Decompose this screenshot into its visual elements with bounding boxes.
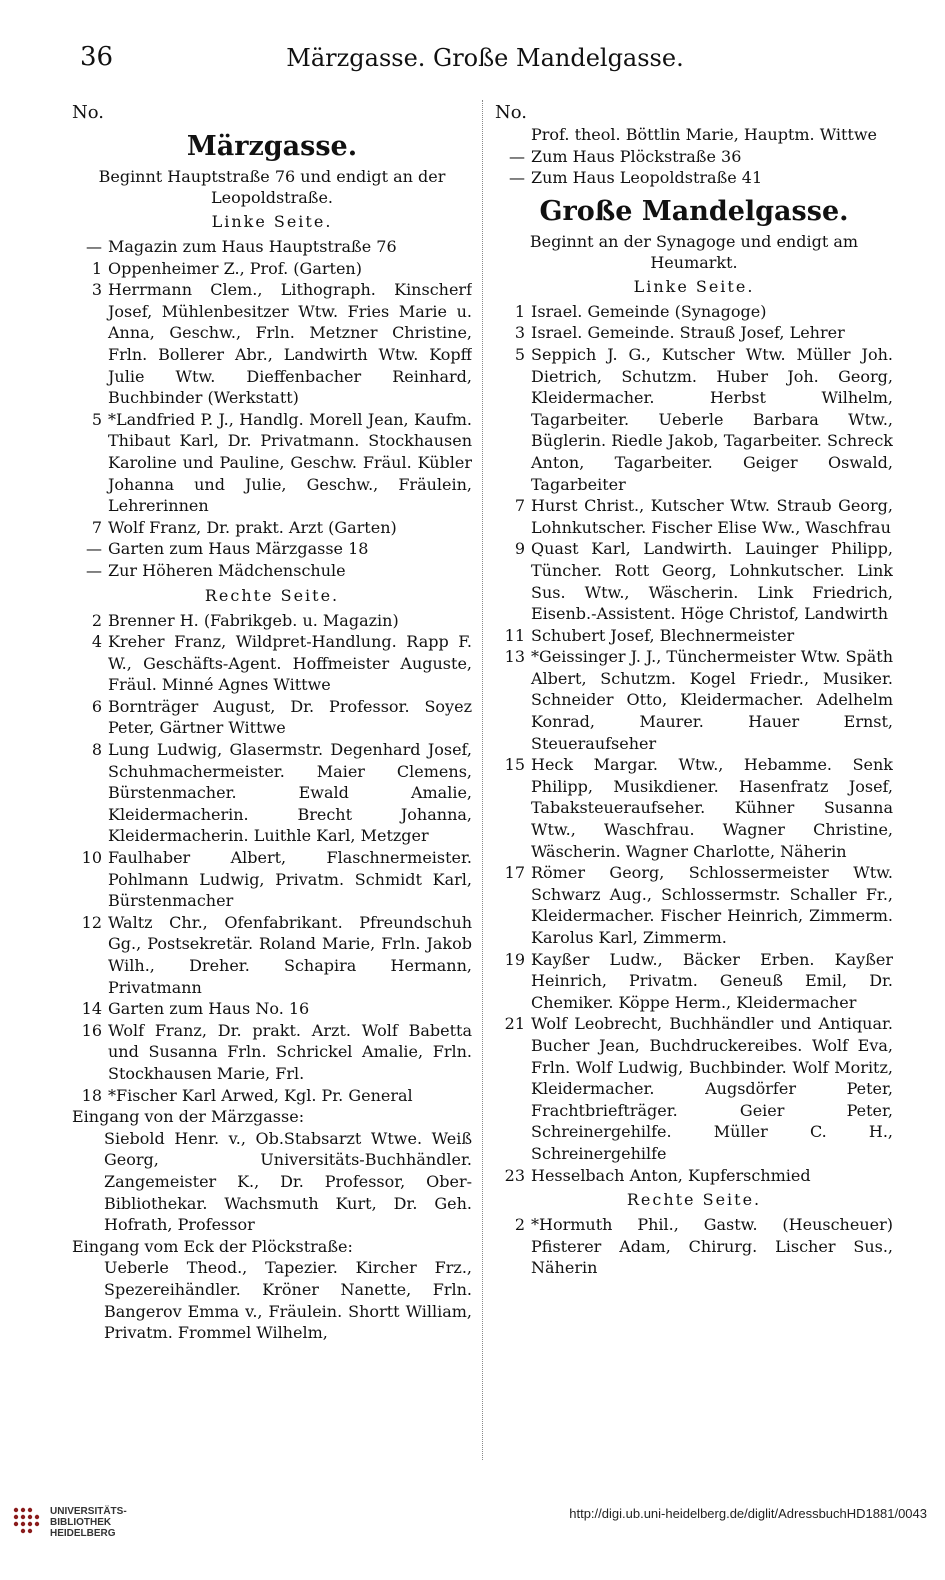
residents-text: *Landfried P. J., Handlg. Morell Jean, Kaufm. Thibaut Karl, Dr. Privatmann. Stockhausen Karoline und Pauline, Geschw. Fräul. Kübler Johanna und Julie, Geschw., Fräulein, Lehrerinnen xyxy=(108,409,472,516)
entry-list xyxy=(495,301,893,1186)
list-item xyxy=(495,344,893,495)
list-item xyxy=(72,517,472,539)
list-item xyxy=(72,1085,472,1107)
list-item xyxy=(495,1013,893,1164)
entrance-heading: Eingang von der Märzgasse: xyxy=(72,1107,305,1127)
list-item xyxy=(495,124,893,146)
house-number: 5 xyxy=(91,409,102,429)
residents-text: Zur Höheren Mädchenschule xyxy=(108,560,346,580)
residents-text: Quast Karl, Landwirth. Lauinger Philipp, Tüncher. Rott Georg, Lohnkutscher. Link Sus. Wtw., Wäscherin. Link Friedrich, Eisenb.-Assistent. Höge Christof, Landwirth xyxy=(531,539,893,624)
residents-text: Römer Georg, Schlossermeister Wtw. Schwarz Aug., Schlossermstr. Schaller Fr., Kleidermacher. Fischer Heinrich, Zimmerm. Karolus Karl, Zimmerm. xyxy=(531,863,893,947)
list-item xyxy=(72,409,472,517)
house-number: 11 xyxy=(504,625,525,645)
residents-text: Herrmann Clem., Lithograph. Kinscherf Josef, Mühlenbesitzer Wtw. Fries Marie u. Anna, Geschw., Frln. Metzner Christine, Frln. Bollerer Abr., Landwirth Wtw. Kopff Julie Wtw. Dieffenbacher Reinhard, Buchbinder (Werkstatt) xyxy=(108,280,472,408)
list-item xyxy=(72,1020,472,1085)
side-label-right: Rechte Seite. xyxy=(626,1190,762,1210)
running-title: Märzgasse. Große Mandelgasse. xyxy=(286,44,684,72)
house-number: 5 xyxy=(514,344,525,364)
house-number: 6 xyxy=(91,696,102,716)
no-label: No. xyxy=(495,102,527,123)
house-number: 18 xyxy=(81,1085,102,1105)
house-number: 7 xyxy=(91,517,102,537)
residents-text: Garten zum Haus Märzgasse 18 xyxy=(108,539,369,559)
residents-text: Lung Ludwig, Glasermstr. Degenhard Josef, Schuhmachermeister. Maier Clemens, Bürstenmacher. Ewald Amalie, Kleidermacherin. Brecht Johanna, Kleidermacherin. Luithle Karl, Metzger xyxy=(108,740,472,846)
right-column xyxy=(495,102,893,1462)
list-item xyxy=(72,631,472,696)
house-number: 8 xyxy=(91,740,102,760)
list-item xyxy=(495,146,893,168)
page-number: 36 xyxy=(80,42,114,72)
residents-text: Israel. Gemeinde (Synagoge) xyxy=(531,301,767,321)
house-number: 16 xyxy=(81,1020,102,1040)
house-number: 17 xyxy=(504,863,525,883)
list-item xyxy=(495,949,893,1014)
list-item xyxy=(72,560,472,582)
residents-text: *Hormuth Phil., Gastw. (Heuscheuer) Pfisterer Adam, Chirurg. Lischer Sus., Näherin xyxy=(531,1215,893,1278)
house-number: 7 xyxy=(514,496,525,516)
list-item xyxy=(72,538,472,560)
list-item xyxy=(495,167,893,189)
house-number: 2 xyxy=(514,1215,525,1235)
street-description: Beginnt Hauptstraße 76 und endigt an der Leopoldstraße. xyxy=(98,167,446,207)
list-item xyxy=(72,610,472,632)
residents-text: Israel. Gemeinde. Strauß Josef, Lehrer xyxy=(531,323,845,343)
list-item xyxy=(72,236,472,258)
list-item xyxy=(72,279,472,409)
list-item xyxy=(72,696,472,739)
street-title: Märzgasse. xyxy=(186,131,358,162)
list-item xyxy=(495,322,893,344)
residents-text: Prof. theol. Böttlin Marie, Hauptm. Wittwe xyxy=(531,125,878,144)
source-url-link[interactable]: http://digi.ub.uni-heidelberg.de/diglit/AdressbuchHD1881/0043 xyxy=(569,1506,927,1521)
house-number: 1 xyxy=(514,301,525,321)
residents-text: Brenner H. (Fabrikgeb. u. Magazin) xyxy=(108,610,399,630)
house-number: 3 xyxy=(91,280,102,300)
house-number: 2 xyxy=(91,610,102,630)
residents-text: Bornträger August, Dr. Professor. Soyez Peter, Gärtner Wittwe xyxy=(108,696,472,738)
side-label-left: Linke Seite. xyxy=(633,276,755,296)
list-item xyxy=(495,538,893,624)
street-title: Große Mandelgasse. xyxy=(539,195,849,227)
list-item xyxy=(72,258,472,280)
house-number: — xyxy=(509,168,525,188)
entry-list xyxy=(495,124,893,189)
side-label-left: Linke Seite. xyxy=(211,212,333,231)
house-number: 15 xyxy=(504,755,525,775)
house-number: 4 xyxy=(91,632,102,652)
list-item xyxy=(495,862,893,948)
residents-text: Zum Haus Leopoldstraße 41 xyxy=(531,168,763,188)
list-item xyxy=(495,1165,893,1187)
library-logo-text xyxy=(50,1506,127,1539)
house-number: 23 xyxy=(504,1165,525,1185)
residents-text: Faulhaber Albert, Flaschnermeister. Pohlmann Ludwig, Privatm. Schmidt Karl, Bürstenmacher xyxy=(108,848,472,911)
side-label-right: Rechte Seite. xyxy=(204,585,340,605)
residents-text: Wolf Franz, Dr. prakt. Arzt. Wolf Babetta und Susanna Frln. Schrickel Amalie, Frln. Stockhausen Marie, Frl. xyxy=(108,1020,472,1083)
list-item xyxy=(495,646,893,754)
residents-text: Oppenheimer Z., Prof. (Garten) xyxy=(108,258,362,278)
library-logo xyxy=(10,1498,140,1548)
house-number: 13 xyxy=(504,647,525,667)
page-header xyxy=(80,42,890,82)
house-number: 10 xyxy=(81,848,102,868)
left-column xyxy=(72,102,472,1462)
house-number: 3 xyxy=(514,323,525,343)
residents-text: Heck Margar. Wtw., Hebamme. Senk Philipp, Musikdiener. Hasenfratz Josef, Tabaksteueraufseher. Kühner Susanna Wtw., Waschfrau. Wagner Christine, Wäscherin. Wagner Charlotte, Näherin xyxy=(531,755,893,861)
house-number: 21 xyxy=(504,1014,525,1034)
no-label: No. xyxy=(72,102,104,123)
list-item xyxy=(72,847,472,912)
residents-text: Kayßer Ludw., Bäcker Erben. Kayßer Heinrich, Privatm. Geneuß Emil, Dr. Chemiker. Köppe Herm., Kleidermacher xyxy=(531,949,893,1012)
house-number: 12 xyxy=(81,912,102,932)
entrance-residents: Siebold Henr. v., Ob.Stabsarzt Wtwe. Weiß Georg, Universitäts-Buchhändler. Zangemeister K., Dr. Professor, Ober-Bibliothekar. Wachsmuth Kurt, Dr. Geh. Hofrath, Professor xyxy=(104,1128,472,1235)
residents-text: Waltz Chr., Ofenfabrikant. Pfreundschuh Gg., Postsekretär. Roland Marie, Frln. Jakob Wilh., Dreher. Schapira Hermann, Privatmann xyxy=(108,912,472,997)
house-number: 14 xyxy=(81,999,102,1019)
entry-list xyxy=(495,1214,893,1279)
residents-text: Hesselbach Anton, Kupferschmied xyxy=(531,1165,811,1185)
list-item xyxy=(495,301,893,323)
list-item xyxy=(72,739,472,847)
residents-text: Hurst Christ., Kutscher Wtw. Straub Georg, Lohnkutscher. Fischer Elise Ww., Waschfrau xyxy=(531,496,893,537)
house-number: 9 xyxy=(514,539,525,559)
house-number: — xyxy=(509,146,525,166)
house-number: — xyxy=(86,560,102,580)
entrance-heading: Eingang vom Eck der Plöckstraße: xyxy=(72,1236,353,1256)
list-item xyxy=(495,1214,893,1279)
list-item xyxy=(495,625,893,647)
logo-line: UNIVERSITÄTS- xyxy=(50,1506,127,1517)
residents-text: *Fischer Karl Arwed, Kgl. Pr. General xyxy=(108,1085,413,1105)
logo-line: BIBLIOTHEK xyxy=(50,1517,112,1528)
house-number: 1 xyxy=(91,258,102,278)
residents-text: Schubert Josef, Blechnermeister xyxy=(531,625,795,645)
list-item xyxy=(72,998,472,1020)
house-number: 19 xyxy=(504,949,525,969)
entrance-residents: Ueberle Theod., Tapezier. Kircher Frz., Spezereihändler. Kröner Nanette, Frln. Bangerov Emma v., Fräulein. Shortt William, Privatm. Frommel Wilhelm, xyxy=(104,1258,472,1343)
footer xyxy=(0,1480,945,1580)
residents-text: Seppich J. G., Kutscher Wtw. Müller Joh. Dietrich, Schutzm. Huber Joh. Georg, Kleidermacher. Herbst Wilhelm, Tagarbeiter. Ueberle Barbara Wtw., Büglerin. Riedle Jakob, Tagarbeiter. Schreck Anton, Tagarbeiter. Geiger Oswald, Tagarbeiter xyxy=(531,344,893,494)
house-number: — xyxy=(86,237,102,256)
residents-text: *Geissinger J. J., Tünchermeister Wtw. Späth Albert, Schutzm. Kogel Friedr., Musiker. Schneider Otto, Kleidermacher. Adelhelm Konrad, Maurer. Hauer Ernst, Steueraufseher xyxy=(531,647,893,753)
house-number: — xyxy=(86,539,102,559)
logo-line: HEIDELBERG xyxy=(50,1528,116,1539)
residents-text: Zum Haus Plöckstraße 36 xyxy=(531,146,742,166)
street-description: Beginnt an der Synagoge und endigt am Heumarkt. xyxy=(529,231,859,272)
residents-text: Wolf Franz, Dr. prakt. Arzt (Garten) xyxy=(108,517,397,537)
list-item xyxy=(72,912,472,998)
entry-list xyxy=(72,610,472,1107)
residents-text: Garten zum Haus No. 16 xyxy=(108,999,310,1019)
residents-text: Kreher Franz, Wildpret-Handlung. Rapp F. W., Geschäfts-Agent. Hoffmeister Auguste, Fräul. Minné Agnes Wittwe xyxy=(108,632,472,695)
column-divider xyxy=(482,100,484,1460)
library-seal-icon xyxy=(10,1504,44,1538)
list-item xyxy=(495,495,893,538)
entry-list xyxy=(72,236,472,582)
residents-text: Wolf Leobrecht, Buchhändler und Antiquar. Bucher Jean, Buchdruckereibes. Wolf Eva, Frln. Wolf Ludwig, Buchbinder. Wolf Moritz, Kleidermacher. Augsdörfer Peter, Frachtbriefträger. Geier Peter, Schreinergehilfe. Müller C. H., Schreinergehilfe xyxy=(531,1014,893,1163)
list-item xyxy=(495,754,893,862)
residents-text: Magazin zum Haus Hauptstraße 76 xyxy=(108,237,397,256)
